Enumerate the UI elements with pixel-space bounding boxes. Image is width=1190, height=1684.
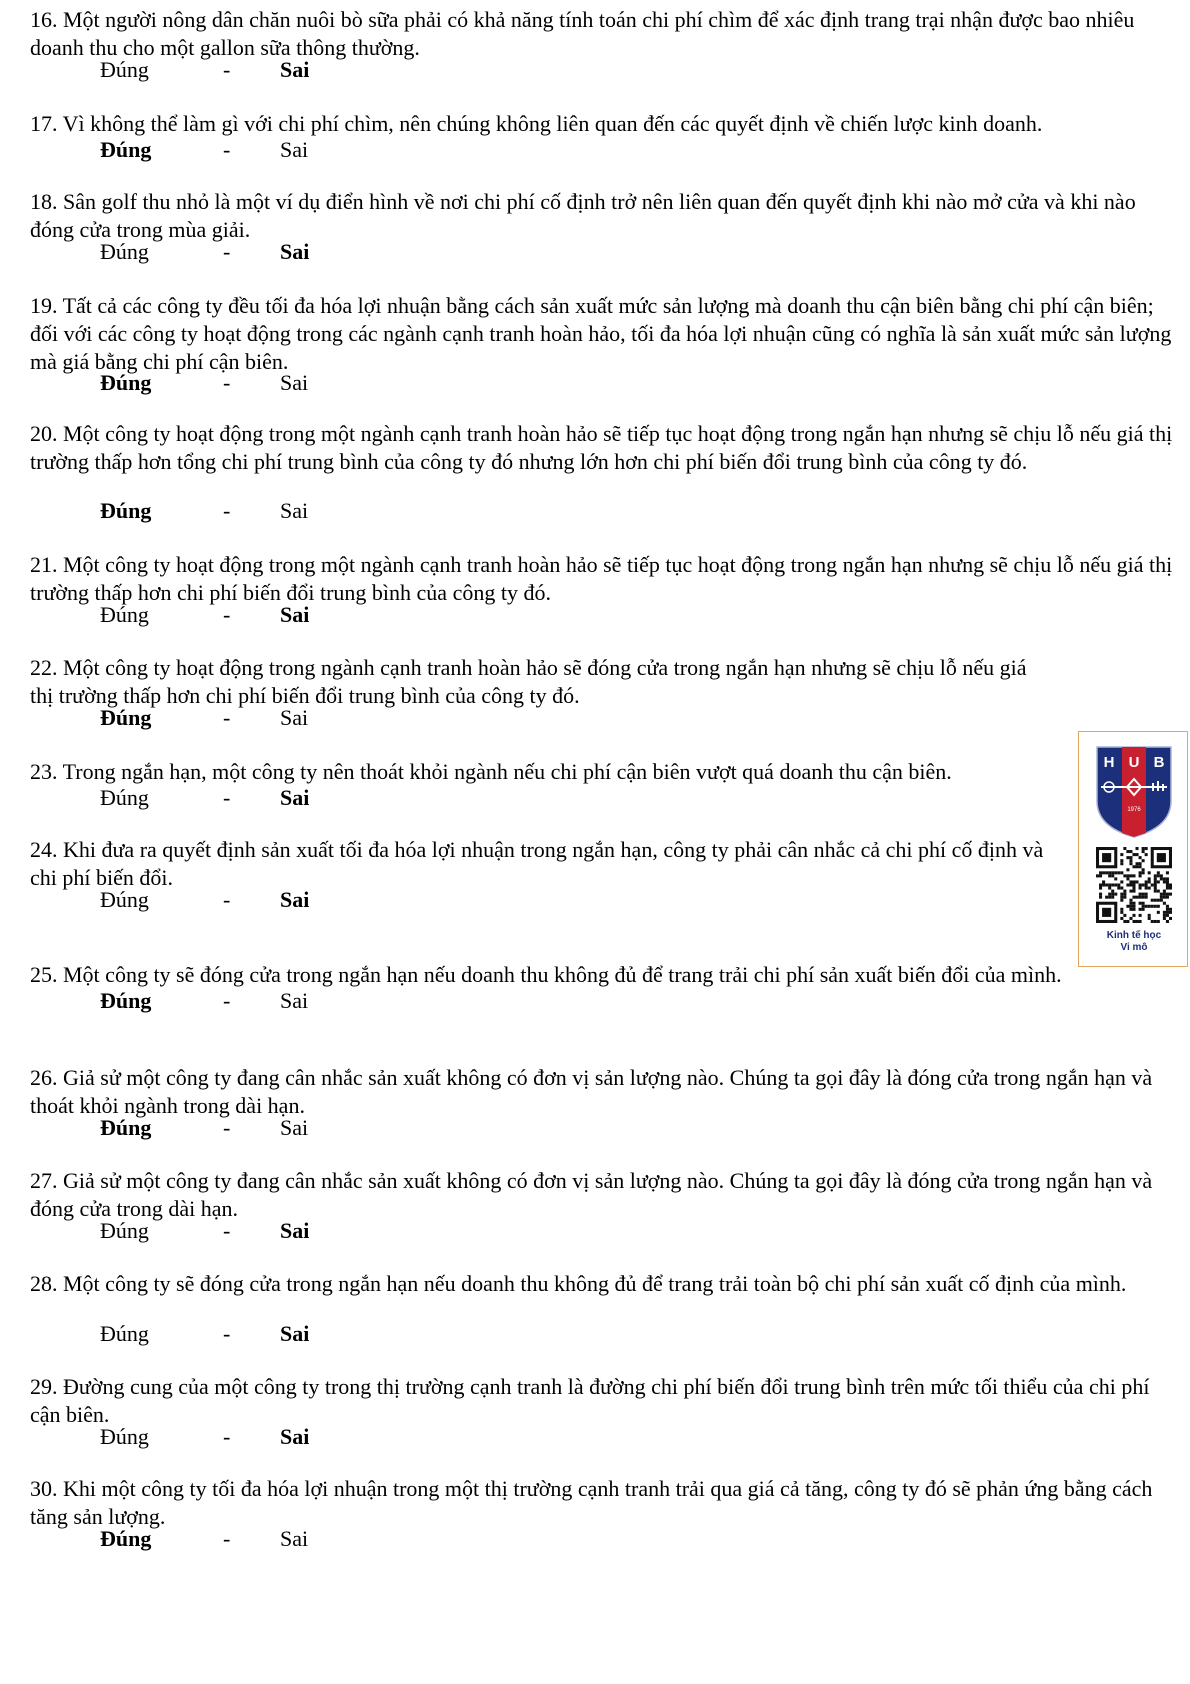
option-separator: -	[223, 1218, 231, 1243]
question-text: 30. Khi một công ty tối đa hóa lợi nhuận trong một thị trường cạnh tranh trải qua giá cả tăng, công ty đó sẽ phản ứng bằng cách tăng sản lượng.	[30, 1476, 1153, 1529]
question-item	[30, 1167, 1180, 1243]
question-item	[30, 110, 1180, 162]
option-separator: -	[223, 602, 231, 627]
question-item	[30, 1064, 1180, 1140]
question-text: 17. Vì không thể làm gì với chi phí chìm, nên chúng không liên quan đến các quyết định về chiến lược kinh doanh.	[30, 111, 1043, 136]
question-item	[30, 1475, 1180, 1551]
question-item	[30, 654, 1050, 730]
option-true: Đúng	[100, 785, 149, 810]
option-separator: -	[223, 988, 231, 1013]
question-item	[30, 420, 1180, 523]
question-text: 24. Khi đưa ra quyết định sản xuất tối đa hóa lợi nhuận trong ngắn hạn, công ty phải cân nhắc cả chi phí cố định và chi phí biến đổi.	[30, 837, 1044, 890]
logo-caption-line2: Vi mô	[1120, 942, 1148, 953]
option-separator: -	[223, 1115, 231, 1140]
option-false: Sai	[280, 705, 309, 730]
option-false: Sai	[280, 1218, 310, 1243]
option-true: Đúng	[100, 1526, 152, 1551]
option-true: Đúng	[100, 1218, 149, 1243]
question-item	[30, 292, 1180, 395]
option-false: Sai	[280, 887, 310, 912]
option-separator: -	[223, 887, 231, 912]
option-false: Sai	[280, 1115, 309, 1140]
question-item	[30, 188, 1180, 264]
option-false: Sai	[280, 1526, 309, 1551]
option-separator: -	[223, 370, 231, 395]
option-true: Đúng	[100, 57, 149, 82]
question-text: 23. Trong ngắn hạn, một công ty nên thoát khỏi ngành nếu chi phí cận biên vượt quá doanh thu cận biên.	[30, 759, 952, 784]
question-text: 28. Một công ty sẽ đóng cửa trong ngắn hạn nếu doanh thu không đủ để trang trải toàn bộ chi phí sản xuất cố định của mình.	[30, 1271, 1127, 1296]
question-text: 20. Một công ty hoạt động trong một ngành cạnh tranh hoàn hảo sẽ tiếp tục hoạt động trong ngắn hạn nhưng sẽ chịu lỗ nếu giá thị trường thấp hơn tổng chi phí trung bình của công ty đó nhưng lớn hơn chi phí biến đổi trung bình của công ty đó.	[30, 421, 1173, 474]
option-true: Đúng	[100, 137, 152, 162]
option-separator: -	[223, 1424, 231, 1449]
svg-text:U: U	[1128, 754, 1140, 771]
option-true: Đúng	[100, 887, 149, 912]
option-false: Sai	[280, 239, 310, 264]
question-item	[30, 551, 1180, 627]
option-false: Sai	[280, 137, 309, 162]
question-text: 19. Tất cả các công ty đều tối đa hóa lợi nhuận bằng cách sản xuất mức sản lượng mà doanh thu cận biên bằng chi phí cận biên; đối với các công ty hoạt động trong các ngành cạnh tranh hoàn hảo, tối đa hóa lợi nhuận cũng có nghĩa là sản xuất mức sản lượng mà giá bằng chi phí cận biên.	[30, 293, 1172, 374]
svg-text:H: H	[1103, 754, 1115, 771]
option-true: Đúng	[100, 239, 149, 264]
option-false: Sai	[280, 602, 310, 627]
logo-card	[1078, 731, 1188, 967]
option-true: Đúng	[100, 1115, 152, 1140]
option-false: Sai	[280, 1424, 310, 1449]
option-separator: -	[223, 785, 231, 810]
option-true: Đúng	[100, 1321, 149, 1346]
question-item	[30, 961, 1180, 1013]
option-false: Sai	[280, 785, 310, 810]
university-shield-logo	[1095, 741, 1173, 839]
option-separator: -	[223, 137, 231, 162]
logo-caption	[1079, 930, 1189, 954]
option-false: Sai	[280, 988, 309, 1013]
qr-code	[1096, 847, 1172, 923]
option-separator: -	[223, 705, 231, 730]
option-false: Sai	[280, 498, 309, 523]
option-separator: -	[223, 1321, 231, 1346]
question-text: 16. Một người nông dân chăn nuôi bò sữa phải có khả năng tính toán chi phí chìm để xác định trang trại nhận được bao nhiêu doanh thu cho một gallon sữa thông thường.	[30, 7, 1135, 60]
option-false: Sai	[280, 57, 310, 82]
question-item	[30, 6, 1180, 82]
logo-caption-line1: Kinh tế học	[1106, 930, 1162, 941]
option-separator: -	[223, 1526, 231, 1551]
question-text: 25. Một công ty sẽ đóng cửa trong ngắn hạn nếu doanh thu không đủ để trang trải chi phí sản xuất biến đổi của mình.	[30, 962, 1062, 987]
question-item	[30, 1373, 1180, 1449]
svg-text:B: B	[1153, 754, 1165, 771]
question-text: 29. Đường cung của một công ty trong thị trường cạnh tranh là đường chi phí biến đổi trung bình trên mức tối thiểu của chi phí cận biên.	[30, 1374, 1150, 1427]
option-true: Đúng	[100, 705, 152, 730]
option-separator: -	[223, 57, 231, 82]
option-true: Đúng	[100, 988, 152, 1013]
option-true: Đúng	[100, 370, 152, 395]
question-item	[30, 836, 1050, 912]
question-text: 18. Sân golf thu nhỏ là một ví dụ điển hình về nơi chi phí cố định trở nên liên quan đến quyết định khi nào mở cửa và khi nào đóng cửa trong mùa giải.	[30, 189, 1136, 242]
option-false: Sai	[280, 1321, 310, 1346]
option-true: Đúng	[100, 602, 149, 627]
question-text: 22. Một công ty hoạt động trong ngành cạnh tranh hoàn hảo sẽ đóng cửa trong ngắn hạn nhưng sẽ chịu lỗ nếu giá thị trường thấp hơn chi phí biến đổi trung bình của công ty đó.	[30, 655, 1027, 708]
option-true: Đúng	[100, 1424, 149, 1449]
svg-text:1976: 1976	[1127, 807, 1141, 813]
option-separator: -	[223, 498, 231, 523]
option-true: Đúng	[100, 498, 152, 523]
question-text: 26. Giả sử một công ty đang cân nhắc sản xuất không có đơn vị sản lượng nào. Chúng ta gọi đây là đóng cửa trong ngắn hạn và thoát khỏi ngành trong dài hạn.	[30, 1065, 1153, 1118]
question-item	[30, 758, 1050, 810]
option-false: Sai	[280, 370, 309, 395]
option-separator: -	[223, 239, 231, 264]
question-item	[30, 1270, 1180, 1346]
question-text: 21. Một công ty hoạt động trong một ngành cạnh tranh hoàn hảo sẽ tiếp tục hoạt động trong ngắn hạn nhưng sẽ chịu lỗ nếu giá thị trường thấp hơn chi phí biến đổi trung bình của công ty đó.	[30, 552, 1173, 605]
question-text: 27. Giả sử một công ty đang cân nhắc sản xuất không có đơn vị sản lượng nào. Chúng ta gọi đây là đóng cửa trong ngắn hạn và đóng cửa trong dài hạn.	[30, 1168, 1153, 1221]
